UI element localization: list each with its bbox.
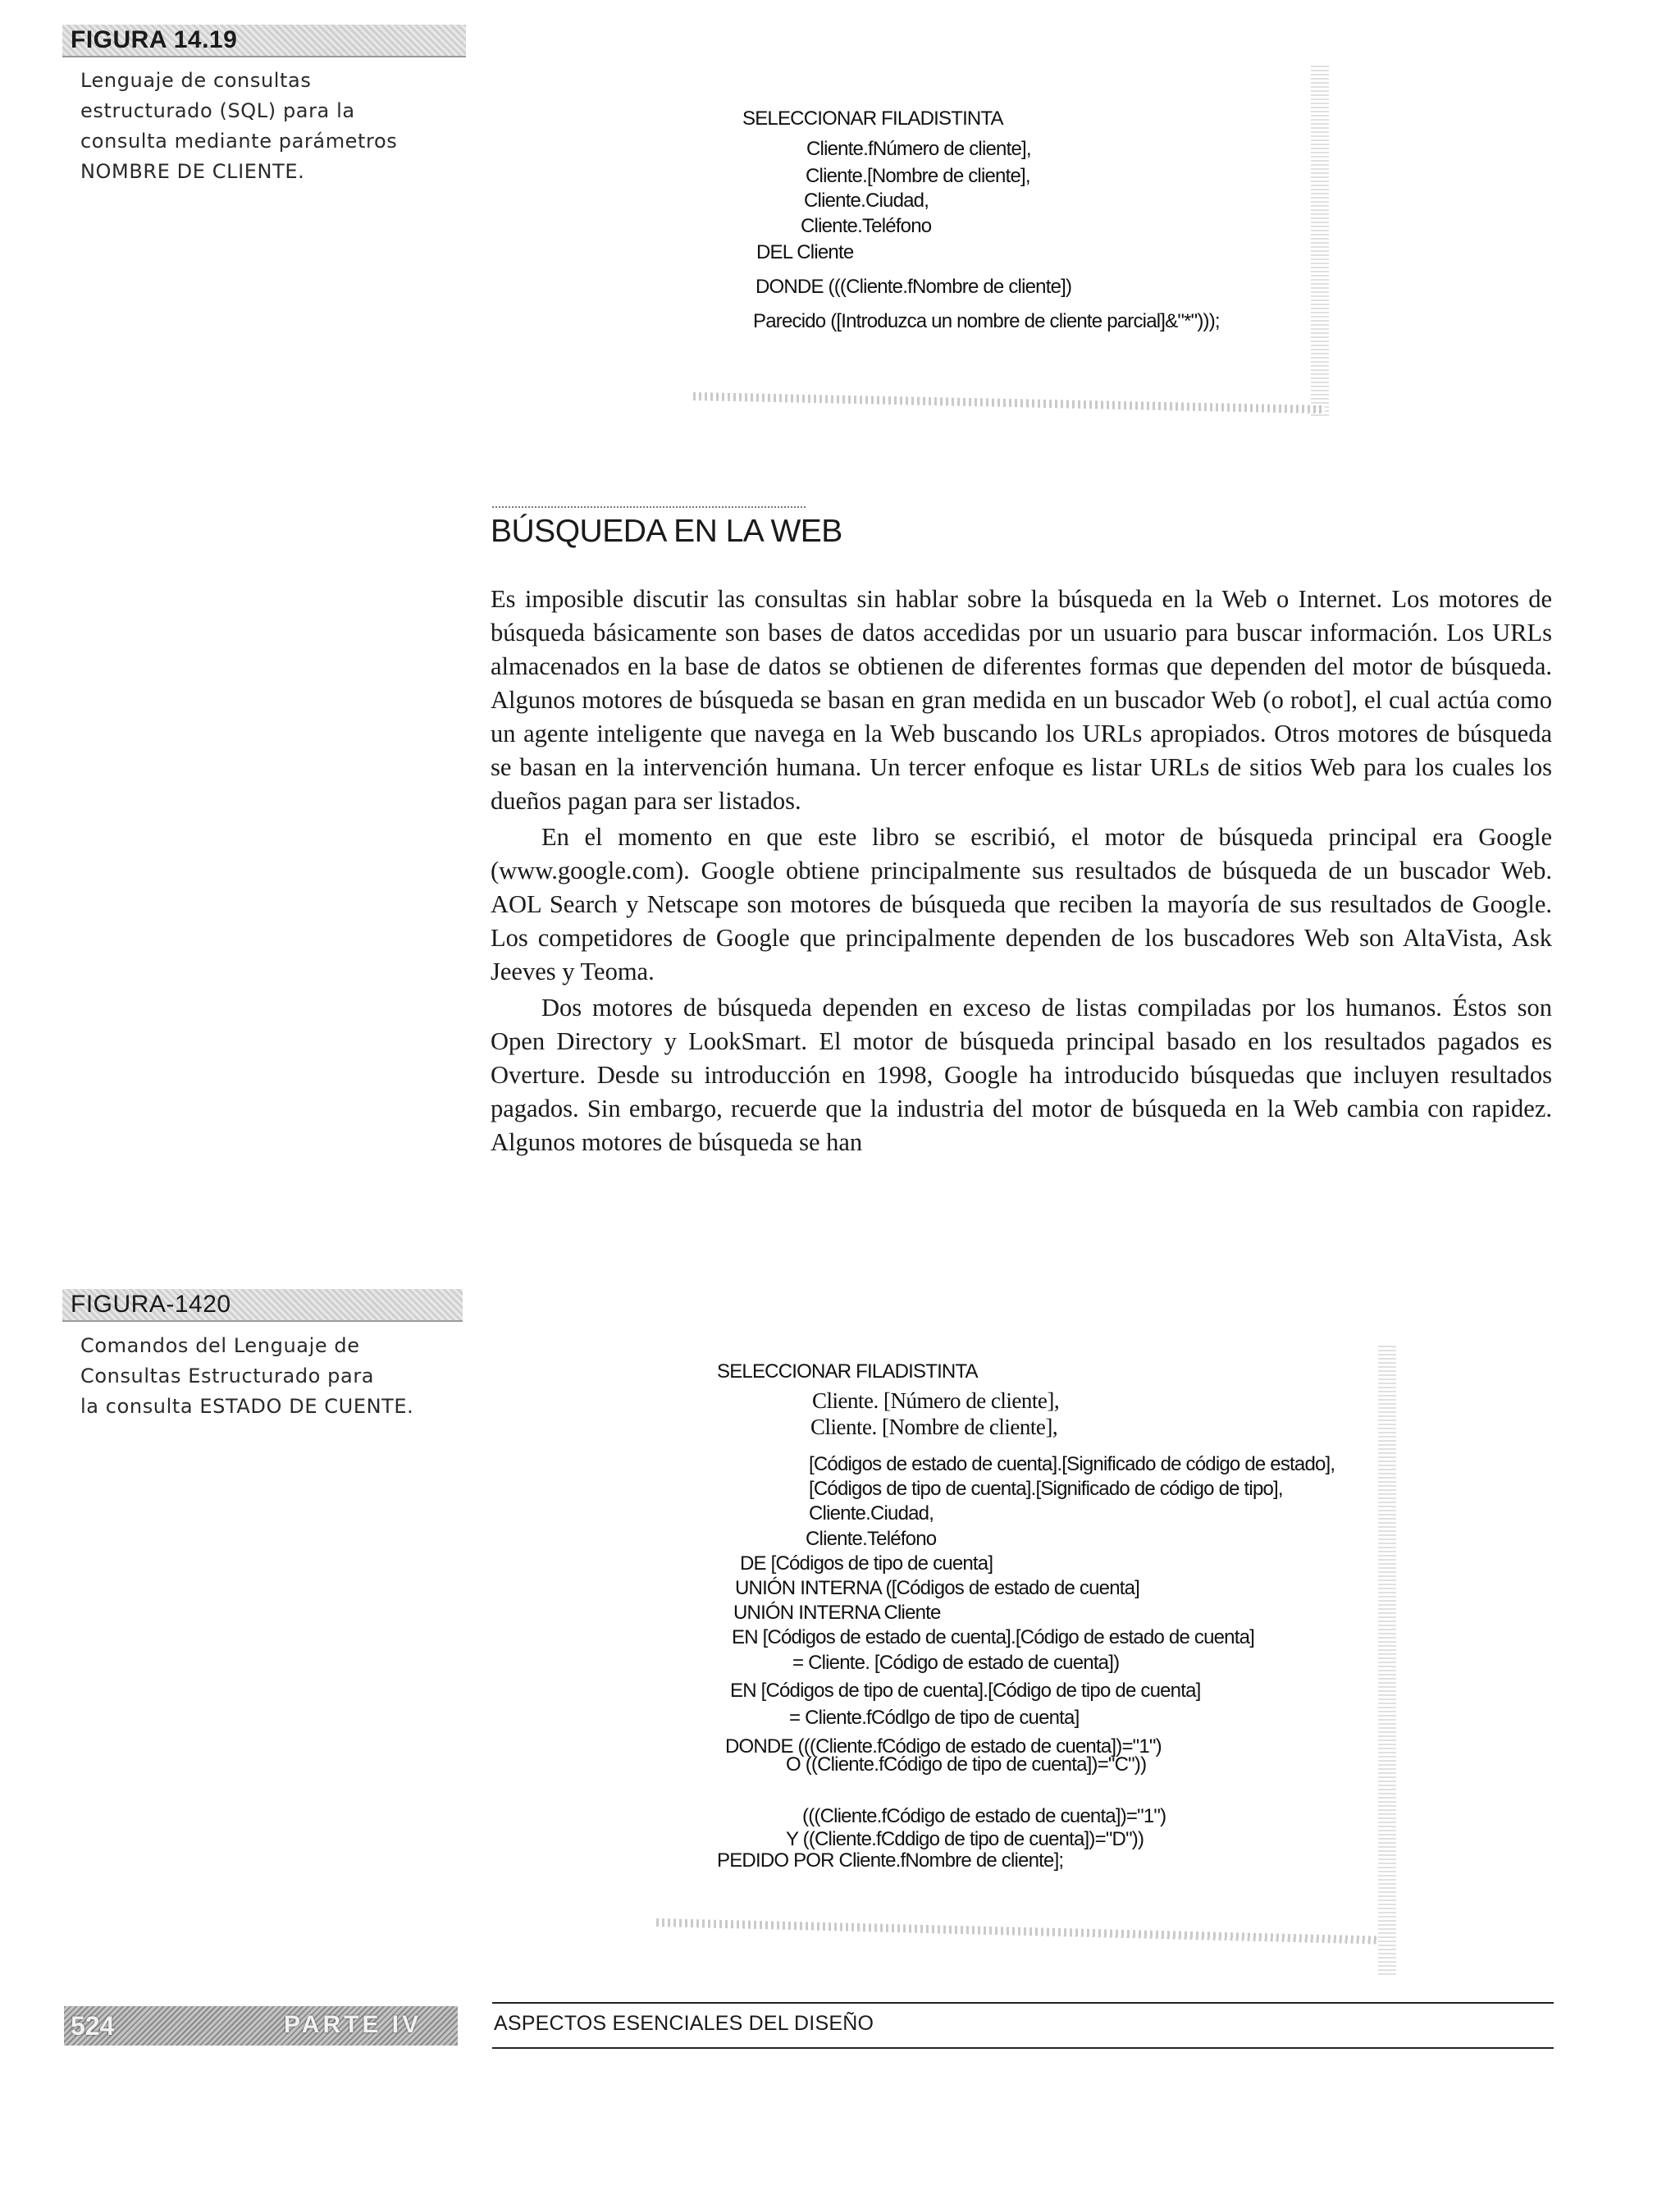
figure-tag — [62, 1289, 463, 1322]
sql-line: Cliente.Ciudad, — [809, 1502, 934, 1525]
sql-line: Parecido ([Introduzca un nombre de cliente parcial]&"*"))); — [753, 310, 1220, 332]
footer-tab — [64, 2006, 458, 2046]
sql-line: Cliente.fNúmero de cliente], — [806, 138, 1031, 160]
running-title: ASPECTOS ESENCIALES DEL DISEÑO — [494, 2012, 874, 2035]
paragraph: En el momento en que este libro se escribió, el motor de búsqueda principal era Google (www.google.com). Google obtiene principalmente sus resultados de búsqueda de un buscador Web. AOL Search y Netscape son motores de búsqueda que reciben la mayoría de sus resultados de Google. Los competidores de Google que principalmente dependen de los buscadores Web son AltaVista, Ask Jeeves y Teoma. — [491, 823, 1552, 985]
caption-line: Lenguaje de consultas — [80, 69, 312, 92]
footer-rule — [492, 2047, 1554, 2049]
sql-line: [Códigos de estado de cuenta].[Significado de código de estado], — [809, 1453, 1335, 1475]
figure-caption — [80, 1331, 413, 1422]
sql-line: SELECCIONAR FILADISTINTA — [742, 107, 1003, 130]
part-label: PARTE IV — [284, 2011, 422, 2038]
caption-line: la consulta ESTADO DE CUENTE. — [80, 1395, 414, 1418]
sql-line: DONDE (((Cliente.fNombre de cliente]) — [756, 276, 1072, 298]
scan-border-bottom — [656, 1918, 1378, 1944]
caption-line: Consultas Estructurado para — [80, 1365, 375, 1387]
figure-tag — [62, 25, 466, 57]
sql-line: (((Cliente.fCódigo de estado de cuenta])="1") — [802, 1805, 1166, 1827]
body-text — [491, 583, 1552, 1159]
sql-line: SELECCIONAR FILADISTINTA — [717, 1360, 978, 1383]
section-heading: BÚSQUEDA EN LA WEB — [491, 514, 842, 549]
figure-number: FIGURA-1420 — [71, 1291, 231, 1318]
heading-divider — [492, 506, 806, 508]
paragraph: Dos motores de búsqueda dependen en exceso de listas compiladas por los humanos. Éstos son Open Directory y LookSmart. El motor de búsqueda principal basado en los resultados pagados es Overture. Desde su introducción en 1998, Google ha introducido búsquedas que incluyen resultados pagados. Sin embargo, recuerde que la industria del motor de búsqueda en la Web cambia con rapidez. Algunos motores de búsqueda se han — [491, 994, 1552, 1156]
sql-line: EN [Códigos de estado de cuenta].[Código de estado de cuenta] — [732, 1626, 1255, 1648]
sql-line: Y ((Cliente.fCddigo de tipo de cuenta])="D")) — [786, 1828, 1144, 1850]
sql-line: UNIÓN INTERNA ([Códigos de estado de cuenta] — [735, 1577, 1140, 1599]
sql-line: Cliente. [Nombre de cliente], — [810, 1415, 1058, 1439]
scan-border-right — [1311, 66, 1329, 418]
figure-caption — [80, 66, 397, 187]
scan-border-right — [1378, 1346, 1396, 1977]
sql-line: Cliente.Teléfono — [801, 215, 932, 237]
figure-number: FIGURA 14.19 — [71, 26, 238, 53]
sql-line: Cliente. [Número de cliente], — [812, 1388, 1060, 1413]
sql-line: Cliente.Ciudad, — [804, 190, 929, 212]
sql-line: Cliente.[Nombre de cliente], — [806, 165, 1030, 187]
sql-line: EN [Códigos de tipo de cuenta].[Código de tipo de cuenta] — [730, 1680, 1201, 1702]
footer-rule — [492, 2002, 1554, 2004]
sql-line: DEL Cliente — [756, 241, 854, 263]
sql-line: O ((Cliente.fCódigo de tipo de cuenta])="C")) — [786, 1753, 1147, 1776]
caption-line: consulta mediante parámetros — [80, 130, 398, 153]
sql-line: DONDE (((Cliente.fCódigo de estado de cuenta])="1") — [725, 1735, 1162, 1758]
sql-line: UNIÓN INTERNA Cliente — [733, 1602, 941, 1624]
caption-line: NOMBRE DE CLIENTE. — [80, 160, 305, 183]
sql-line: = Cliente. [Código de estado de cuenta]) — [792, 1652, 1120, 1674]
sql-line: PEDIDO POR Cliente.fNombre de cliente]; — [717, 1849, 1064, 1872]
sql-line: DE [Códigos de tipo de cuenta] — [740, 1552, 993, 1575]
sql-line: [Códigos de tipo de cuenta].[Significado de código de tipo], — [809, 1478, 1283, 1500]
caption-line: estructurado (SQL) para la — [80, 99, 355, 122]
paragraph: Es imposible discutir las consultas sin hablar sobre la búsqueda en la Web o Internet. Los motores de búsqueda básicamente son bases de datos accedidas por un usuario para buscar información. Los URLs almacenados en la base de datos se obtienen de diferentes formas que dependen del motor de búsqueda. Algunos motores de búsqueda se basan en gran medida en un buscador Web (o robot], el cual actúa como un agente inteligente que navega en la Web buscando los URLs apropiados. Otros motores de búsqueda se basan en la intervención humana. Un tercer enfoque es listar URLs de sitios Web para los cuales los dueños pagan para ser listados. — [491, 585, 1552, 815]
page-number: 524 — [71, 2011, 115, 2041]
sql-line: Cliente.Teléfono — [806, 1528, 937, 1550]
scan-border-bottom — [693, 392, 1325, 414]
caption-line: Comandos del Lenguaje de — [80, 1334, 360, 1357]
sql-line: = Cliente.fCódlgo de tipo de cuenta] — [789, 1707, 1080, 1729]
